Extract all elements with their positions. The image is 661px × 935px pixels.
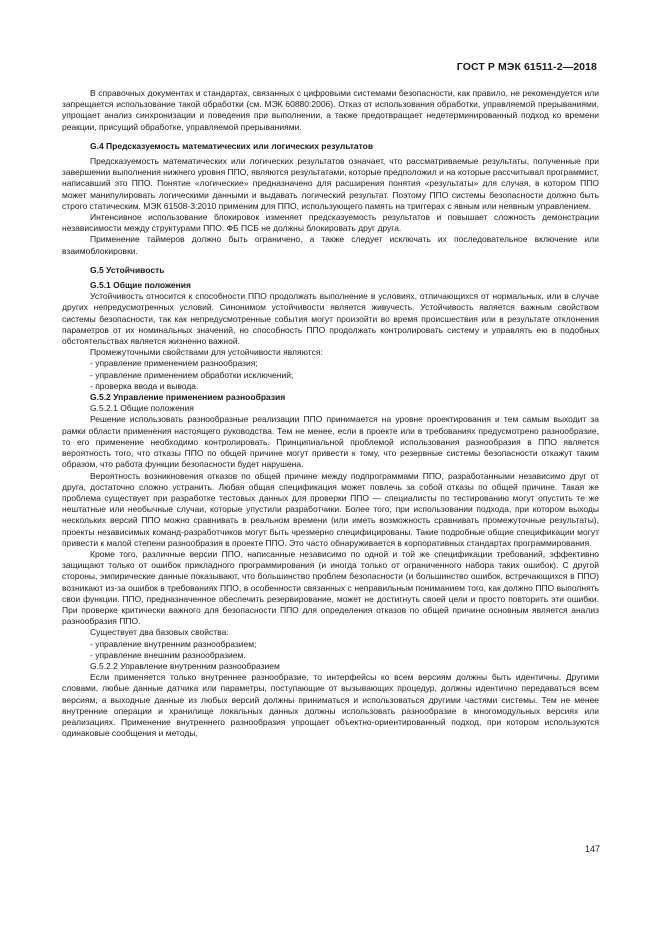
section-heading: G.4 Предсказуемость математических или логических результатов <box>90 140 374 151</box>
paragraph: Существует два базовых свойства: <box>90 627 229 638</box>
list-item: - управление применением обработки исключений; <box>90 369 294 380</box>
section-heading: G.5.1 Общие положения <box>90 280 191 291</box>
section-heading: G.5.2.1 Общие положения <box>90 403 194 414</box>
page-number: 147 <box>585 844 601 854</box>
list-item: - управление внутренним разнообразием; <box>90 638 257 649</box>
paragraph: В справочных документах и стандартах, связанных с цифровыми системами безопасности, как правило, не рекомендуется или запрещается использование такой обработки (см. МЭК 60880:2006). Отказ от использования обработки, управляемой прерываниями, упрощает анализ синхронизации и поведения при выполнении, а также предотвращает недетерминированный подход ко времени реакции, присущий обработке, управляемой прерываниями. <box>62 88 599 132</box>
paragraph: Если применяется только внутреннее разнообразие, то интерфейсы ко всем версиям должны быть идентичны. Другими словами, любые данные датчика или параметры, поступающие от вызывающих процедур, должны идентично передаваться всем версиям, а выходные данные из любых версий должны приниматься и использоваться другими частями системы. Тем не менее внутренние операции и хранилище локальных данных должны использовать разнообразие в многомодульных версиях или реализациях. Применение внутреннего разнообразия упрощает объектно-ориентированный подход, при котором используются одинаковые сообщения и методы, <box>62 672 599 739</box>
paragraph: Решение использовать разнообразные реализации ППО принимается на уровне проектирования и тем самым выходит за рамки области применения настоящего руководства. Тем не менее, если в проекте или в требованиях предусмотрено разнообразие, то его применение необходимо контролировать. Принципиальной проблемой использования разнообразия в ППО является вероятность того, что отказы ППО по общей причине могут привести к тому, что резервные системы безопасности откажут таким образом, что работа функции безопасности будет нарушена. <box>62 414 599 470</box>
document-body <box>62 88 599 739</box>
paragraph: Предсказуемость математических или логических результатов означает, что рассматриваемые результаты, полученные при завершении выполнения нижнего уровня ППО, являются результатами, которые предположил и на которые рассчитывал программист, написавший это ППО. Понятие «логические» предназначено для расширения понятия «результаты» для случая, в котором ППО может манипулировать логическими данными и выдавать логический результат. Поэтому ППО системы безопасности должно быть строго статическим. МЭК 61508-3:2010 применим для ППО, использующего память на триггерах с явным или неявным управлением. <box>62 156 599 211</box>
section-heading: G.5.2 Управление применением разнообразия <box>90 392 286 403</box>
list-item: - управление применением разнообразия; <box>90 358 258 369</box>
paragraph: Устойчивость относится к способности ППО продолжать выполнение в условиях, отличающихся от нормальных, или в случае других непредусмотренных условий. Синонимом устойчивости является живучесть. Устойчивость является важным свойством системы безопасности, так как непредусмотренные события могут произойти во время происшествия или в результате отклонения параметров от их номинальных значений, но способность ППО продолжать контролировать систему и управлять ею в подобных обстоятельствах является жизненно важной. <box>62 291 599 347</box>
list-item: - управление внешним разнообразием. <box>90 649 246 660</box>
paragraph: Кроме того, различные версии ППО, написанные независимо по одной и той же спецификации требований, эффективно защищают только от ошибок прикладного программирования (и иногда только от ограниченного набора таких ошибок). С другой стороны, эмпирические данные показывают, что большинство проблем безопасности (и большинство ошибок, встречающихся в ППО) возникают из-за ошибок в требованиях ППО, в особенности связанных с неправильным пониманием того, как должно ППО выполнять свои функции. ППО, предназначенное обеспечить резервирование, может не достигнуть своей цели и просто повторить эти ошибки. При проверке критически важного для безопасности ППО для определения отказов по общей причине основным является анализ разнообразия ППО. <box>62 548 599 627</box>
paragraph: Вероятность возникновения отказов по общей причине между подпрограммами ППО, разработанными независимо друг от друга, достаточно сложно устранить. Любая общая спецификация может повлечь за собой отказы по общей причине. Такая же проблема существует при разработке тестовых данных для проверки ППО — специалисты по тестированию могут опустить те же нештатные или необычные случаи, которые упустили разработчики. Более того, при использовании подхода, при котором выходы нескольких версий ППО можно сравнивать в реальном времени (или иметь возможность сравнивать промежуточные результаты), проекты независимых команд-разработчиков могут быть чрезмерно специфицированы. Такие подробные общие спецификации могут привести к малой степени разнообразия в проекте ППО. Это часто обнаруживается в корпоративных стандартах программирования. <box>62 470 599 548</box>
paragraph: Промежуточными свойствами для устойчивости являются: <box>90 347 323 358</box>
list-item: - проверка ввода и вывода. <box>90 380 199 391</box>
paragraph: Интенсивное использование блокировок изменяет предсказуемость результатов и повышает сложность демонстрации независимости между структурами ППО. ФБ ПСБ не должны блокировать друг друга. <box>62 212 599 234</box>
section-heading: G.5.2.2 Управление внутренним разнообразием <box>90 660 280 671</box>
document-header: ГОСТ Р МЭК 61511-2—2018 <box>456 61 597 73</box>
section-heading: G.5 Устойчивость <box>90 264 165 275</box>
paragraph: Применение таймеров должно быть ограничено, а также следует исключать их последовательное включение или взаимоблокировки. <box>62 234 599 256</box>
